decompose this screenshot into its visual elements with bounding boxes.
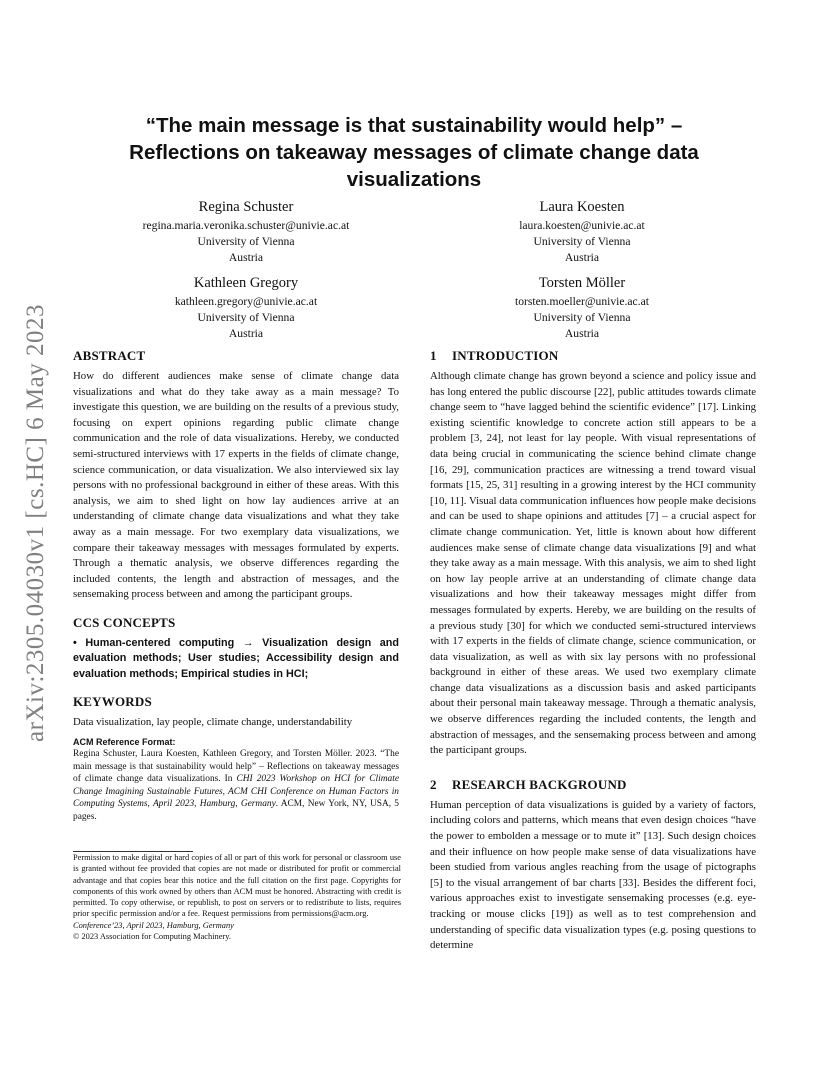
ccs-section (73, 615, 399, 683)
conference-line: Conference’23, April 2023, Hamburg, Germany (73, 920, 234, 930)
background-heading (430, 777, 756, 793)
author-name: Kathleen Gregory (193, 275, 299, 291)
paper-title: “The main message is that sustainability would help” – Reflections on takeaway messages of climate change data visualizations (129, 114, 699, 191)
section-number: 1 (430, 348, 437, 363)
acm-reference (73, 737, 399, 824)
introduction-heading (430, 348, 756, 364)
author-email: kathleen.gregory@univie.ac.at (174, 295, 318, 308)
author-country: Austria (228, 327, 264, 340)
abstract-heading: ABSTRACT (73, 348, 146, 363)
author-country: Austria (564, 327, 600, 340)
background-text: Human perception of data visualizations is guided by a variety of factors, including colors and patterns, which means that even design choices “have the power to embolden a message or to mute it” [13]. Such design choices and their influence on how people make sense of data visualizations have been studied from various angles reaching from the usage of pictographs [5] to the visual arrangement of bar charts [33]. Besides the different foci, various approaches exist to investigate sensemaking processes (e.g. eye-tracking or mouse clicks [19]) as well as to test comprehension and understanding of specific data visualization types (e.g. posing questions to determine (430, 798, 756, 952)
introduction-text: Although climate change has grown beyond a science and policy issue and has long entered the public discourse [22], public attitudes towards climate change seem to “have lagged behind the scientific evidence” [17]. Linking existing scientific knowledge to concrete action still appears to be a problem [3, 24], not least for lay people. With visual representations of data being crucial in communicating the science behind climate change [16, 29], communication practices are witnessing a trend toward visual formats [15, 25, 31] resulting in a growing interest by the HCI community [10, 11]. Visual data communication influences how people make decisions and can be used to shape opinions and attitudes [7] – a crucial aspect for climate change communication. Yet, little is known about how different audiences make sense of climate change data visualizations [9] and what they take away as a main message. With this analysis, we aim to shed light on how lay people arrive at an understanding of climate change data visualizations and how their takeaway messages might differ from messages formulated by experts. Hereby, we are building on the results of a previous study [30] for which we conducted semi-structured interviews with 17 experts in the fields of climate change, science communication, or data visualization, as well as with six lay persons with no professional background in either of these areas. We used two exemplary climate change data visualizations as a discussion basis and asked participants about their personal main takeaway message. Through a thematic analysis, we observe differences regarding the included contents, the length and abstraction of messages, and the sensemaking process between and among the participant groups. (430, 370, 756, 757)
author-affiliation: University of Vienna (533, 311, 631, 324)
author-name: Torsten Möller (538, 275, 626, 291)
right-column (430, 348, 756, 966)
acm-reference-tail: . ACM, New York, NY, USA, 5 pages. (73, 799, 399, 822)
author-affiliation: University of Vienna (533, 235, 631, 248)
keywords-section (73, 694, 399, 731)
permission-text: Permission to make digital or hard copies of all or part of this work for personal or classroom use is granted without fee provided that copies are not made or distributed for profit or commercial advantage and that copies bear this notice and the full citation on the first page. Copyrights for components of this work owned by others than ACM must be honored. Abstracting with credit is permitted. To copy otherwise, or republish, to post on servers or to redistribute to lists, requires prior specific permission and/or a fee. Request permissions from permissions@acm.org. (73, 853, 401, 919)
ccs-heading: CCS CONCEPTS (73, 614, 176, 630)
author-block (110, 198, 382, 266)
acm-reference-plain: Regina Schuster, Laura Koesten, Kathleen Gregory, and Torsten Möller. 2023. “The main message is that sustainability would help” – Reflections on takeaway messages of climate change data visualizations. In (73, 749, 399, 785)
arxiv-stamp-text: arXiv:2305.04030v1 [cs.HC] 6 May 2023 (22, 304, 49, 742)
author-name: Laura Koesten (539, 199, 625, 215)
section-title: RESEARCH BACKGROUND (452, 776, 627, 792)
author-email: regina.maria.veronika.schuster@univie.ac.at (142, 219, 350, 232)
author-affiliation: University of Vienna (197, 235, 295, 248)
author-affiliation: University of Vienna (197, 311, 295, 324)
acm-reference-venue: CHI 2023 Workshop on HCI for Climate Change Imagining Sustainable Futures, ACM CHI Conference on Human Factors in Computing Systems, April 2023, Hamburg, Germany (73, 774, 399, 810)
author-block (446, 274, 718, 342)
left-column (73, 348, 399, 824)
section-title: INTRODUCTION (452, 348, 559, 363)
author-email: torsten.moeller@univie.ac.at (515, 295, 649, 308)
copyright-line: © 2023 Association for Computing Machinery. (73, 932, 231, 942)
keywords-text: Data visualization, lay people, climate change, understandability (73, 716, 353, 729)
keywords-heading: KEYWORDS (73, 694, 152, 710)
author-country: Austria (228, 251, 264, 264)
abstract-section (73, 348, 399, 603)
abstract-text: How do different audiences make sense of climate change data visualizations and what do they take away as a main message? To investigate this question, we are building on the results of a previous study, focusing on expert opinions regarding public climate change communication and the role of data visualizations. Hereby, we conducted semi-structured interviews with 17 experts in the fields of climate change, science communication, or data visualization. We also interviewed six lay persons with no professional background in either of these areas. With this analysis, we aim to shed light on how lay audiences arrive at an understanding of climate change data visualizations and what they take away as a main message. For two exemplary data visualizations, we compare their takeaway messages with messages formulated by experts. Through a thematic analysis, we observe differences regarding the included contents, the length and abstraction of messages, and the sensemaking process between and among the participant groups. (73, 370, 399, 601)
author-name: Regina Schuster (198, 199, 294, 215)
permission-notice (73, 852, 401, 942)
author-block (446, 198, 718, 266)
ccs-text: • Human-centered computing → Visualization design and evaluation methods; User studies; Accessibility design and evaluation methods; Empirical studies in HCI; (73, 636, 399, 680)
author-country: Austria (564, 251, 600, 264)
acm-reference-text (73, 748, 399, 824)
author-email: laura.koesten@univie.ac.at (519, 219, 645, 232)
section-number: 2 (430, 776, 437, 792)
background-section (430, 777, 756, 954)
introduction-section (430, 348, 756, 759)
acm-reference-heading: ACM Reference Format: (73, 737, 176, 747)
author-block (110, 274, 382, 342)
arxiv-stamp (16, 288, 56, 758)
